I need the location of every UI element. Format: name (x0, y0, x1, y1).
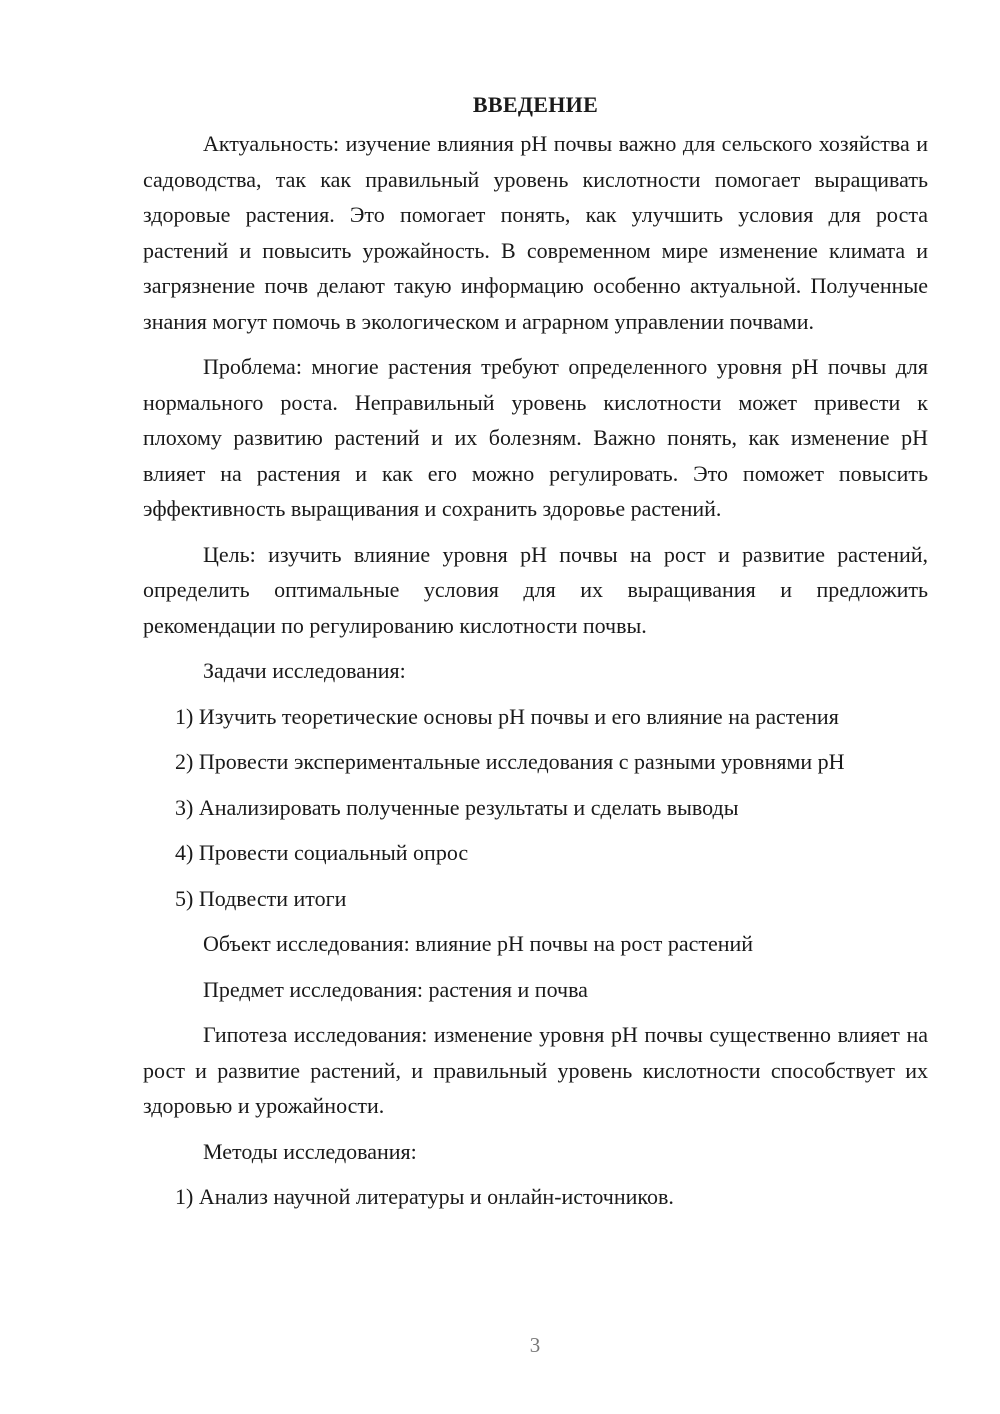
hypothesis-paragraph: Гипотеза исследования: изменение уровня pH почвы существенно влияет на рост и развитие растений, и правильный уровень кислотности способствует их здоровью и урожайности. (143, 1022, 928, 1118)
methods-heading: Методы исследования: (203, 1138, 417, 1164)
problem-paragraph: Проблема: многие растения требуют определенного уровня pH почвы для нормального роста. Неправильный уровень кислотности может привести к плохому развитию растений и их болезням. Важно понять, как изменение pH влияет на растения и как его можно регулировать. Это поможет повысить эффективность выращивания и сохранить здоровье растений. (143, 354, 928, 521)
task-item: 3) Анализировать полученные результаты и сделать выводы (175, 794, 739, 820)
tasks-heading: Задачи исследования: (203, 658, 406, 683)
task-item: 2) Провести экспериментальные исследования с разными уровнями pH (175, 749, 845, 774)
method-item: 1) Анализ научной литературы и онлайн-источников. (175, 1184, 674, 1209)
task-item: 4) Провести социальный опрос (175, 840, 469, 865)
tasks-list (143, 699, 928, 917)
subject-line: Предмет исследования: растения и почва (203, 976, 588, 1002)
document-page (143, 90, 928, 1225)
relevance-paragraph: Актуальность: изучение влияния pH почвы важно для сельского хозяйства и садоводства, так как правильный уровень кислотности помогает выращивать здоровые растения. Это помогает понять, как улучшить условия для роста растений и повысить урожайность. В современном мире изменение климата и загрязнение почв делают такую информацию особенно актуальной. Полученные знания могут помочь в экологическом и аграрном управлении почвами. (143, 131, 928, 334)
task-item: 5) Подвести итоги (175, 885, 347, 911)
object-line: Объект исследования: влияние pH почвы на рост растений (203, 931, 754, 956)
goal-paragraph: Цель: изучить влияние уровня pH почвы на рост и развитие растений, определить оптимальные условия для их выращивания и предложить рекомендации по регулированию кислотности почвы. (143, 541, 928, 638)
section-title: ВВЕДЕНИЕ (472, 92, 599, 117)
methods-list (143, 1179, 928, 1215)
task-item: 1) Изучить теоретические основы pH почвы и его влияние на растения (175, 703, 839, 729)
page-number: 3 (529, 1333, 541, 1357)
